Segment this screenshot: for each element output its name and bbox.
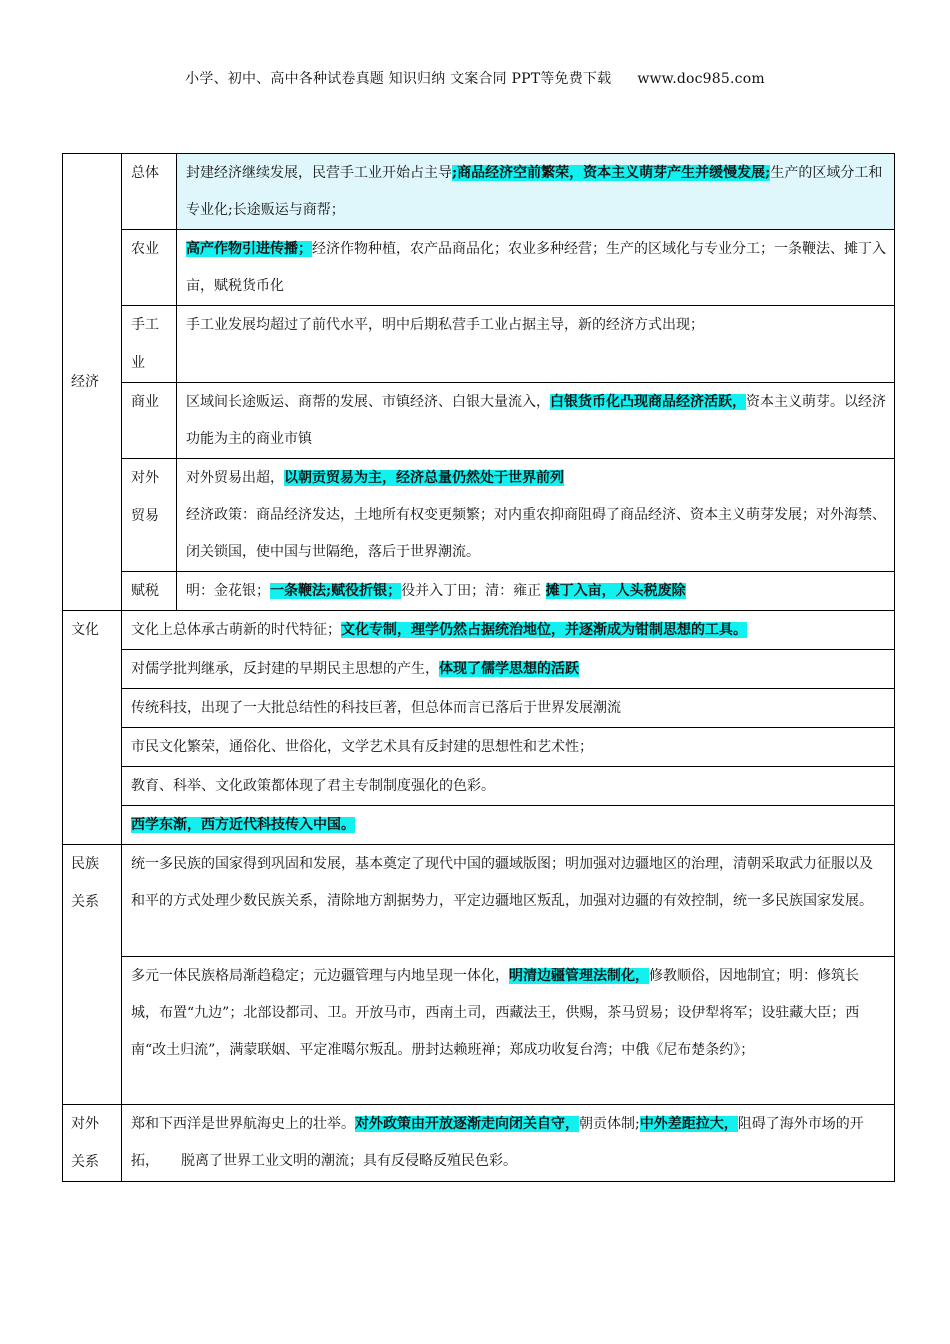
text: 封建经济继续发展，民营手工业开始占主导 xyxy=(186,165,452,181)
text: 文化上总体承古萌新的时代特征； xyxy=(131,622,341,638)
text: 多元一体民族格局渐趋稳定；元边疆管理与内地呈现一体化， xyxy=(131,968,509,984)
sub-label-handicraft: 手工业 xyxy=(122,306,177,383)
text: 役并入丁田；清：雍正 xyxy=(401,583,546,599)
text: 郑和下西洋是世界航海史上的壮举。 xyxy=(131,1116,355,1132)
highlight: ;商品经济空前繁荣，资本主义萌芽产生并缓慢发展; xyxy=(452,165,771,181)
text: 经济作物种植，农产品商品化；农业多种经营；生产的区域化与专业分工；一条鞭法、摊丁入亩，赋税货币化 xyxy=(186,241,886,294)
table-row xyxy=(63,806,895,845)
cell-foreign xyxy=(122,1105,895,1182)
header-text: 小学、初中、高中各种试卷真题 知识归纳 文案合同 PPT等免费下载 xyxy=(185,71,612,87)
cell-agriculture xyxy=(177,230,895,306)
text: 经济政策：商品经济发达，土地所有权变更频繁；对内重农抑商阻碍了商品经济、资本主义萌芽发展；对外海禁、闭关锁国，使中国与世隔绝，落后于世界潮流。 xyxy=(186,507,886,560)
category-foreign: 对外关系 xyxy=(63,1105,122,1182)
table-row xyxy=(63,154,895,230)
table-row xyxy=(63,650,895,689)
highlight: 对外政策由开放逐渐走向闭关自守， xyxy=(355,1116,579,1132)
text: 明：金花银； xyxy=(186,583,270,599)
cell-culture-4: 市民文化繁荣，通俗化、世俗化，文学艺术具有反封建的思想性和艺术性； xyxy=(122,728,895,767)
category-ethnic: 民族关系 xyxy=(63,845,122,1105)
cell-culture-3: 传统科技，出现了一大批总结性的科技巨著，但总体而言已落后于世界发展潮流 xyxy=(122,689,895,728)
highlight: 西学东渐，西方近代科技传入中国。 xyxy=(131,817,355,833)
text: 资本主义萌芽。以经济功能为主的商业市镇 xyxy=(186,394,886,447)
category-economy: 经济 xyxy=(63,154,122,611)
sub-label-agriculture: 农业 xyxy=(122,230,177,306)
cell-commerce xyxy=(177,383,895,459)
sub-label-foreign-trade: 对外贸易 xyxy=(122,459,177,572)
table-row xyxy=(63,306,895,383)
cell-culture-6 xyxy=(122,806,895,845)
table-row xyxy=(63,383,895,459)
cell-culture-2 xyxy=(122,650,895,689)
header-url[interactable]: www.doc985.com xyxy=(637,71,765,87)
highlight: 白银货币化凸现商品经济活跃， xyxy=(550,394,746,410)
cell-ethnic-2 xyxy=(122,957,895,1105)
cell-handicraft: 手工业发展均超过了前代水平，明中后期私营手工业占据主导，新的经济方式出现； xyxy=(177,306,895,383)
highlight: 明清边疆管理法制化， xyxy=(509,968,649,984)
text: 生产的区域分工和专业化;长途贩运与商帮； xyxy=(186,165,883,218)
cell-total xyxy=(177,154,895,230)
text: 脱离了世界工业文明的潮流；具有反侵略反殖民色彩。 xyxy=(181,1153,517,1169)
table-row xyxy=(63,230,895,306)
cell-tax xyxy=(177,572,895,611)
table-row xyxy=(63,957,895,1105)
cell-foreign-trade xyxy=(177,459,895,572)
text: 阻碍了海外市场的开拓， xyxy=(131,1116,864,1169)
category-culture: 文化 xyxy=(63,611,122,845)
highlight: 一条鞭法;赋役折银； xyxy=(270,583,402,599)
page-header xyxy=(0,68,950,88)
cell-culture-1 xyxy=(122,611,895,650)
text: 区域间长途贩运、商帮的发展、市镇经济、白银大量流入， xyxy=(186,394,550,410)
table-row xyxy=(63,689,895,728)
cell-ethnic-1: 统一多民族的国家得到巩固和发展，基本奠定了现代中国的疆域版图；明加强对边疆地区的治理，清朝采取武力征服以及和平的方式处理少数民族关系，清除地方割据势力，平定边疆地区叛乱，加强对边疆的有效控制，统一多民族国家发展。 xyxy=(122,845,895,957)
text: 对外贸易出超， xyxy=(186,470,284,486)
summary-table xyxy=(62,153,895,1182)
table-row xyxy=(63,845,895,957)
cell-culture-5: 教育、科举、文化政策都体现了君主专制制度强化的色彩。 xyxy=(122,767,895,806)
highlight: 中外差距拉大， xyxy=(639,1116,738,1132)
table-row xyxy=(63,1105,895,1182)
highlight: 摊丁入亩，人头税废除 xyxy=(545,583,686,599)
text: 修教顺俗，因地制宜；明：修筑长城，布置“九边”；北部设都司、卫。开放马市，西南土司，西藏法王，供赐，茶马贸易；设伊犁将军；设驻藏大臣；西南“改土归流”，满蒙联姻、平定准噶尔叛乱。册封达赖班禅；郑成功收复台湾；中俄《尼布楚条约》； xyxy=(131,968,860,1058)
text: 对儒学批判继承，反封建的早期民主思想的产生， xyxy=(131,661,439,677)
table-row xyxy=(63,459,895,572)
sub-label-tax: 赋税 xyxy=(122,572,177,611)
table-row xyxy=(63,728,895,767)
sub-label-total: 总体 xyxy=(122,154,177,230)
table-row xyxy=(63,611,895,650)
text: 朝贡体制; xyxy=(579,1116,640,1132)
table-row xyxy=(63,572,895,611)
highlight: 以朝贡贸易为主，经济总量仍然处于世界前列 xyxy=(284,470,564,486)
sub-label-commerce: 商业 xyxy=(122,383,177,459)
highlight: 高产作物引进传播； xyxy=(186,241,312,257)
highlight: 文化专制，理学仍然占据统治地位，并逐渐成为钳制思想的工具。 xyxy=(341,622,747,638)
highlight: 体现了儒学思想的活跃 xyxy=(439,661,579,677)
table-row xyxy=(63,767,895,806)
